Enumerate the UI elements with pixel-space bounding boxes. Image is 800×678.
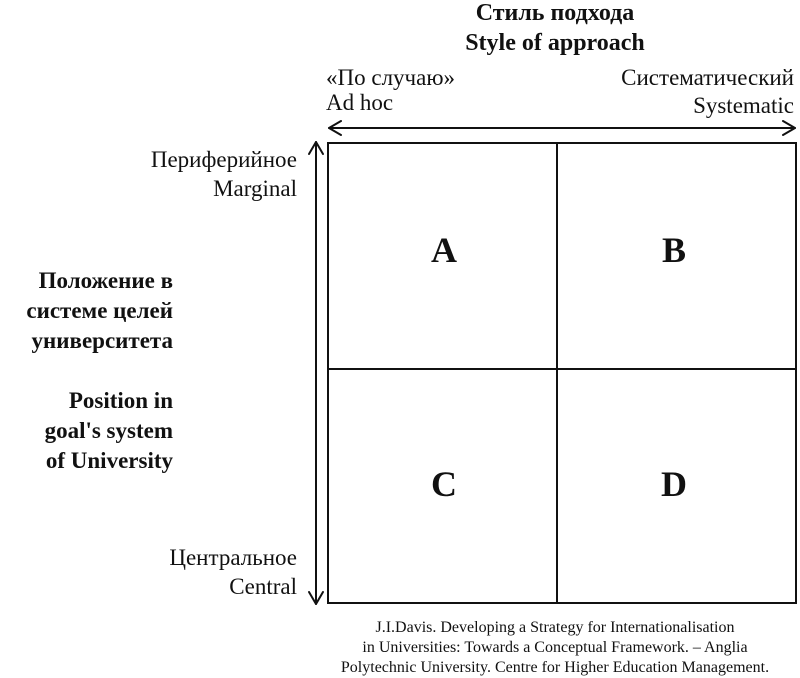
side-title-russian-line-3: университета (31, 328, 173, 353)
x-axis-left-label-english: Ad hoc (326, 90, 394, 115)
grid-horizontal-divider (327, 368, 797, 370)
vertical-axis-arrowhead-bottom (309, 592, 323, 604)
horizontal-axis-arrowhead-right (783, 121, 795, 135)
y-axis-top-label-english: Marginal (213, 176, 297, 201)
vertical-axis-arrowhead-top (309, 142, 323, 154)
side-title-russian-line-2: системе целей (26, 298, 173, 323)
quadrant-c-label: C (431, 464, 457, 504)
y-axis-bottom-label-russian: Центральное (169, 545, 297, 570)
quadrant-a-label: A (431, 230, 457, 270)
quadrant-b-label: B (661, 230, 686, 270)
quadrant-grid (327, 142, 797, 604)
citation-line-1: J.I.Davis. Developing a Strategy for Internationalisation (375, 619, 735, 636)
citation-line-3: Polytechnic University. Centre for Higher Education Management. (340, 659, 770, 676)
x-axis-right-label-russian: Систематический (621, 65, 794, 90)
y-axis-bottom-label-english: Central (229, 574, 297, 599)
y-axis-top-label-russian: Периферийное (150, 147, 297, 172)
side-title-english-line-1: Position in (68, 388, 173, 413)
quadrant-d-label: D (661, 464, 687, 504)
side-title-russian-line-1: Положение в (38, 268, 173, 293)
side-title-english-line-2: goal's system (44, 418, 173, 443)
side-title-english-line-3: of University (45, 448, 173, 473)
citation-line-2: in Universities: Towards a Conceptual Framework. – Anglia (362, 639, 748, 656)
title-russian: Стиль подхода (475, 0, 635, 26)
horizontal-axis-arrowhead-left (329, 121, 341, 135)
grid-vertical-divider (556, 142, 558, 604)
x-axis-right-label-english: Systematic (693, 93, 794, 118)
title-english: Style of approach (465, 30, 645, 56)
x-axis-left-label-russian: «По случаю» (326, 65, 456, 90)
